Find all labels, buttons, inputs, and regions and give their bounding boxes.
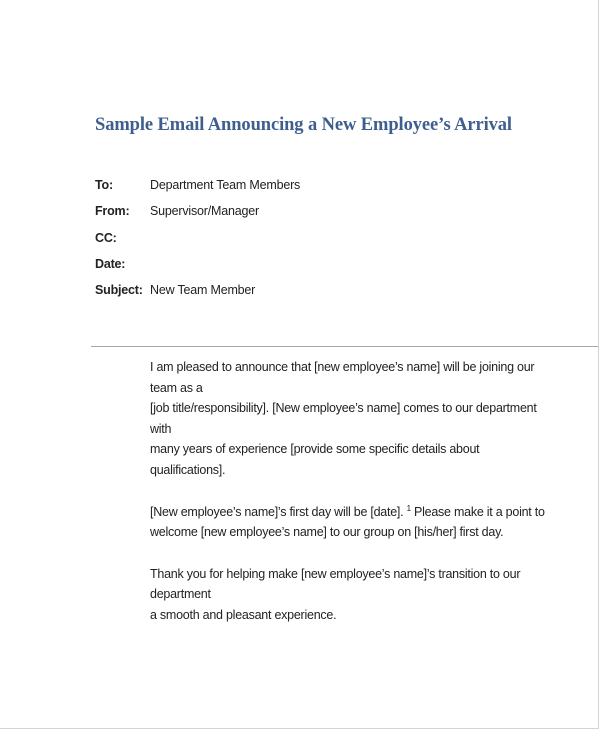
- body-line: many years of experience [provide some specific details about qualifications].: [150, 442, 480, 477]
- subject-label: Subject:: [95, 283, 143, 298]
- body-paragraph-2: [150, 502, 545, 543]
- body-line: Please make it a point to: [410, 504, 545, 519]
- from-label: From:: [95, 204, 130, 219]
- document-title: Sample Email Announcing a New Employee’s Arrival: [95, 115, 512, 135]
- email-body: [150, 357, 545, 626]
- header-row-cc: [95, 231, 515, 257]
- to-value: Department Team Members: [150, 178, 301, 192]
- cc-label: CC:: [95, 230, 117, 245]
- body-paragraph-1: [150, 357, 545, 481]
- email-header-fields: [95, 178, 515, 309]
- body-line: a smooth and pleasant experience.: [150, 607, 337, 622]
- header-row-subject: [95, 283, 515, 309]
- body-line: I am pleased to announce that [new employee’s name] will be joining our team as a: [150, 360, 535, 395]
- to-label: To:: [95, 178, 113, 192]
- body-paragraph-3: [150, 564, 545, 626]
- from-value: Supervisor/Manager: [150, 204, 259, 219]
- footnote-marker: 1: [406, 503, 411, 513]
- date-label: Date:: [95, 256, 126, 271]
- header-row-to: [95, 178, 515, 204]
- header-divider: [91, 346, 598, 347]
- body-line: Thank you for helping make [new employee’s name]’s transition to our department: [150, 566, 521, 602]
- body-line: welcome [new employee’s name] to our group on [his/her] first day.: [150, 525, 504, 540]
- body-line: [job title/responsibility]. [New employee’s name] comes to our department with: [150, 401, 537, 436]
- header-row-from: [95, 204, 515, 230]
- body-line: [New employee’s name]’s first day will be [date].: [150, 504, 407, 519]
- subject-value: New Team Member: [150, 283, 256, 298]
- header-row-date: [95, 257, 515, 283]
